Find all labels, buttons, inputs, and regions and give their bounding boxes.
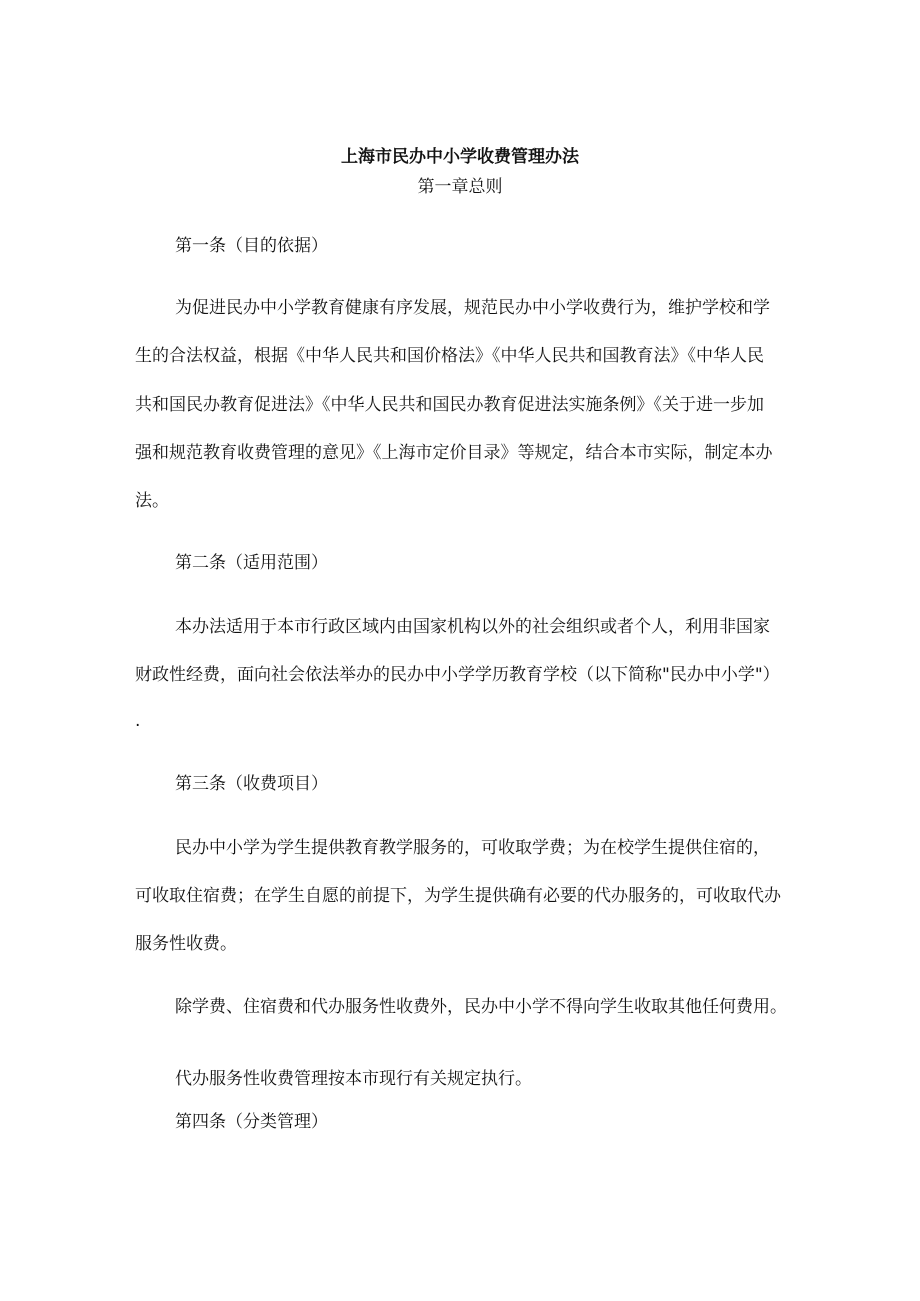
article-3-paragraph-2: 除学费、住宿费和代办服务性收费外，民办中小学不得向学生收取其他任何费用。 xyxy=(175,997,787,1017)
article-3-line-1: 民办中小学为学生提供教育教学服务的，可收取学费；为在校学生提供住宿的， xyxy=(175,838,770,858)
article-1-line-1: 为促进民办中小学教育健康有序发展，规范民办中小学收费行为，维护学校和学 xyxy=(175,298,770,318)
article-2-heading: 第二条（适用范围） xyxy=(175,553,328,573)
article-1-line-3: 共和国民办教育促进法》《中华人民共和国民办教育促进法实施条例》《关于进一步加 xyxy=(135,395,764,415)
article-4-heading: 第四条（分类管理） xyxy=(175,1112,328,1132)
document-title: 上海市民办中小学收费管理办法 xyxy=(341,147,579,167)
article-1-line-4: 强和规范教育收费管理的意见》《上海市定价目录》等规定，结合本市实际，制定本办 xyxy=(135,443,773,463)
article-1-heading: 第一条（目的依据） xyxy=(175,236,328,256)
article-1-line-2: 生的合法权益，根据《中华人民共和国价格法》《中华人民共和国教育法》《中华人民 xyxy=(135,346,764,366)
article-2-line-1: 本办法适用于本市行政区域内由国家机构以外的社会组织或者个人，利用非国家 xyxy=(175,617,770,637)
article-1-line-5: 法。 xyxy=(135,491,169,511)
article-3-heading: 第三条（收费项目） xyxy=(175,774,328,794)
article-2-line-3: . xyxy=(135,711,141,731)
article-3-line-3: 服务性收费。 xyxy=(135,934,237,954)
article-2-line-2: 财政性经费，面向社会依法举办的民办中小学学历教育学校（以下简称"民办中小学"） xyxy=(135,665,780,685)
article-3-paragraph-3: 代办服务性收费管理按本市现行有关规定执行。 xyxy=(175,1069,532,1089)
chapter-title: 第一章总则 xyxy=(417,177,503,197)
article-3-line-2: 可收取住宿费；在学生自愿的前提下，为学生提供确有必要的代办服务的，可收取代办 xyxy=(135,886,781,906)
